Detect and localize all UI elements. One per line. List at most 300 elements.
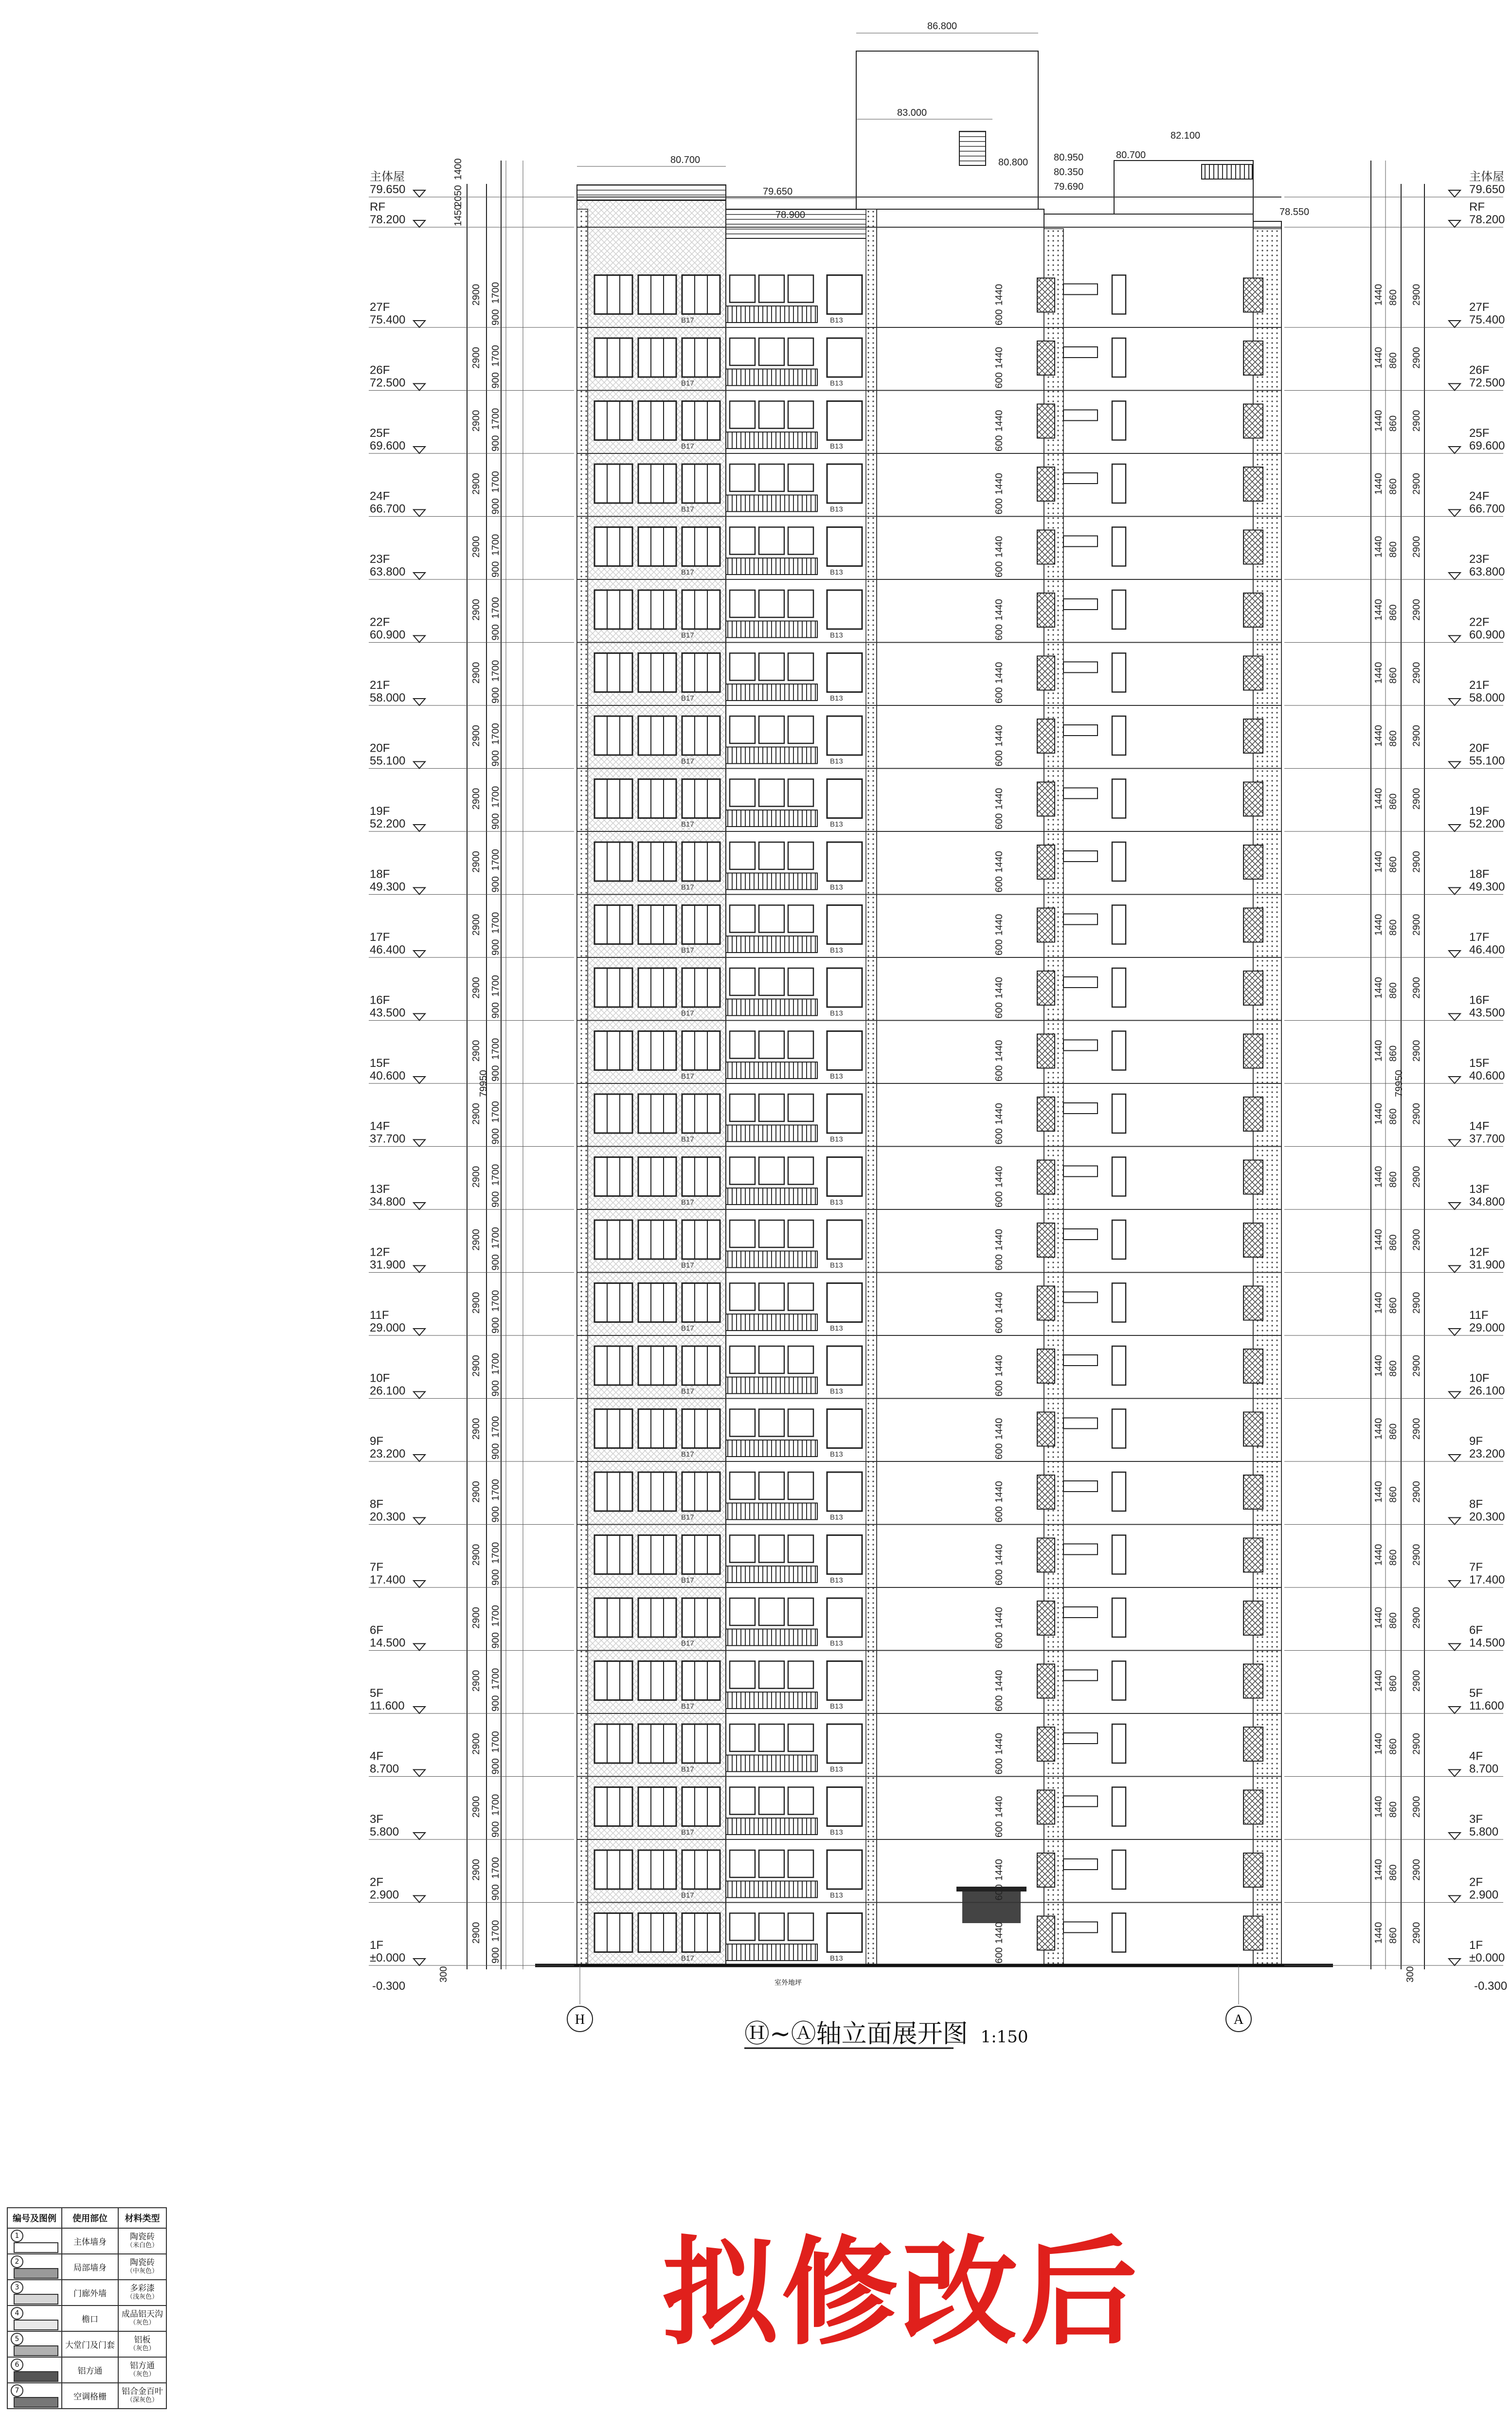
ac-grille bbox=[1037, 1160, 1055, 1194]
level-name-right: 11F bbox=[1469, 1309, 1489, 1322]
legend-material: 多彩漆 （浅灰色） bbox=[118, 2280, 166, 2306]
dim-floor-left: 2900 bbox=[471, 1040, 482, 1062]
ac-grille bbox=[1243, 341, 1263, 375]
level-elev-left: 29.000 bbox=[370, 1321, 406, 1334]
dim-sill: 900 bbox=[490, 435, 501, 451]
ac-grille bbox=[1243, 1160, 1263, 1194]
dim-right-b-mid: 600 bbox=[994, 1632, 1005, 1649]
dim-right-a: 1440 bbox=[1373, 1040, 1384, 1062]
ac-grille bbox=[1243, 1601, 1263, 1635]
level-elev-right: 5.800 bbox=[1469, 1825, 1499, 1838]
dim-right-c: 860 bbox=[1388, 1801, 1399, 1818]
window bbox=[682, 779, 720, 818]
ac-grille bbox=[1037, 341, 1055, 375]
window-tag: B17 bbox=[681, 1198, 694, 1207]
window bbox=[594, 716, 632, 755]
ac-grille bbox=[1037, 782, 1055, 816]
dim-window: 1700 bbox=[490, 534, 501, 556]
ac-grille bbox=[1037, 1349, 1055, 1383]
window bbox=[594, 1850, 632, 1889]
balcony-door bbox=[788, 1535, 813, 1563]
balcony-railing bbox=[726, 873, 817, 890]
dim-right-c: 860 bbox=[1388, 1486, 1399, 1503]
window-tag: B13 bbox=[830, 883, 843, 892]
legend-row bbox=[7, 2383, 166, 2409]
window bbox=[594, 968, 632, 1007]
dim-right-a-mid: 1440 bbox=[994, 1166, 1005, 1188]
dim-floor-left: 2900 bbox=[471, 284, 482, 306]
balcony-door bbox=[788, 1724, 813, 1751]
level-name-left: 13F bbox=[370, 1183, 390, 1196]
ac-grille bbox=[1037, 467, 1055, 501]
legend-material: 铝方通 （灰色） bbox=[118, 2357, 166, 2383]
drawing-title bbox=[744, 2013, 1028, 2050]
balcony-door bbox=[759, 1535, 784, 1563]
ac-grille bbox=[1037, 1664, 1055, 1698]
drawing-title-text: Ⓗ~Ⓐ轴立面展开图 bbox=[744, 2019, 968, 2049]
dim-right-a-mid: 1440 bbox=[994, 1229, 1005, 1251]
window bbox=[594, 842, 632, 881]
dim-right-c: 860 bbox=[1388, 1171, 1399, 1188]
level-elev-left: 49.300 bbox=[370, 880, 406, 894]
window bbox=[682, 653, 720, 692]
level-name-left: 主体屋 bbox=[370, 170, 405, 183]
ac-grille bbox=[1037, 1538, 1055, 1572]
narrow-window bbox=[1112, 1157, 1126, 1196]
dim-window: 1700 bbox=[490, 1164, 501, 1186]
ac-grille bbox=[1037, 1853, 1055, 1887]
total-height-left: 79950 bbox=[478, 1070, 489, 1097]
dim-right-a: 1440 bbox=[1373, 1355, 1384, 1377]
window-tag: B13 bbox=[830, 442, 843, 450]
window-tag: B13 bbox=[830, 1009, 843, 1018]
level-name-right: 13F bbox=[1469, 1183, 1490, 1196]
level-name-left: 5F bbox=[370, 1687, 384, 1700]
balcony-door bbox=[730, 275, 755, 303]
balcony-door bbox=[730, 968, 755, 995]
level-elev-right: 79.650 bbox=[1469, 183, 1505, 196]
window-tag: B17 bbox=[681, 946, 694, 955]
window bbox=[638, 1850, 676, 1889]
dim-floor-left: 2900 bbox=[471, 1796, 482, 1818]
balcony-door bbox=[759, 716, 784, 743]
dim-floor-right: 2900 bbox=[1411, 1040, 1422, 1062]
level-name-left: 6F bbox=[370, 1623, 384, 1637]
window bbox=[594, 401, 632, 440]
level-elev-right: 58.000 bbox=[1469, 691, 1505, 704]
balcony-door bbox=[730, 842, 755, 869]
balcony-door bbox=[788, 464, 813, 491]
balcony-door bbox=[759, 1283, 784, 1311]
window-tag: B17 bbox=[681, 1954, 694, 1963]
ac-grille bbox=[1037, 593, 1055, 627]
balcony-door bbox=[759, 905, 784, 933]
level-name-left: 23F bbox=[370, 553, 390, 566]
window bbox=[638, 1157, 676, 1196]
window-tag: B17 bbox=[681, 1387, 694, 1396]
window bbox=[827, 401, 862, 440]
level-name-left: 17F bbox=[370, 931, 390, 944]
level-elev-right: 20.300 bbox=[1469, 1510, 1505, 1524]
level-elev-left: 63.800 bbox=[370, 565, 406, 578]
dim-floor-left: 2900 bbox=[471, 1859, 482, 1881]
narrow-window bbox=[1112, 275, 1126, 314]
window bbox=[594, 1157, 632, 1196]
legend-header-part: 使用部位 bbox=[62, 2208, 118, 2228]
window bbox=[638, 527, 676, 566]
dim-right-b-mid: 600 bbox=[994, 498, 1005, 515]
window-tag: B17 bbox=[681, 1765, 694, 1774]
balcony-door bbox=[788, 968, 813, 995]
window-tag: B13 bbox=[830, 1198, 843, 1207]
window-tag: B17 bbox=[681, 316, 694, 324]
balcony-door bbox=[730, 716, 755, 743]
balcony-railing bbox=[726, 495, 817, 512]
ac-grille bbox=[1243, 1664, 1263, 1698]
balcony-door bbox=[788, 1157, 813, 1185]
narrow-window bbox=[1112, 1598, 1126, 1637]
level-elev-right: 55.100 bbox=[1469, 754, 1505, 768]
window bbox=[594, 653, 632, 692]
ac-grille bbox=[1243, 1286, 1263, 1320]
ac-grille bbox=[1037, 1790, 1055, 1824]
window bbox=[682, 1094, 720, 1133]
base-dim-left: 300 bbox=[438, 1966, 449, 1982]
level-name-left: 9F bbox=[370, 1435, 384, 1448]
narrow-window bbox=[1112, 1283, 1126, 1322]
window bbox=[594, 1661, 632, 1700]
window-tag: B17 bbox=[681, 1891, 694, 1900]
legend-part: 局部墙身 bbox=[62, 2254, 118, 2280]
dim-right-a-mid: 1440 bbox=[994, 1355, 1005, 1377]
legend-swatch bbox=[14, 2294, 58, 2305]
legend-header-no: 编号及图例 bbox=[7, 2208, 62, 2228]
balcony-door bbox=[730, 527, 755, 555]
balcony-door bbox=[730, 464, 755, 491]
dim-sill: 900 bbox=[490, 1695, 501, 1711]
ac-grille bbox=[1243, 1097, 1263, 1131]
dim-right-a-mid: 1440 bbox=[994, 347, 1005, 369]
ac-unit bbox=[1063, 473, 1098, 484]
ac-unit bbox=[1063, 1922, 1098, 1933]
narrow-window bbox=[1112, 1031, 1126, 1070]
dim-right-b-mid: 600 bbox=[994, 1821, 1005, 1838]
window-tag: B13 bbox=[830, 568, 843, 576]
ac-grille bbox=[1037, 845, 1055, 879]
dim-right-c: 860 bbox=[1388, 1297, 1399, 1314]
dim-right-b-mid: 600 bbox=[994, 1317, 1005, 1333]
level-elev-right: 49.300 bbox=[1469, 880, 1505, 894]
level-elev-right: 78.200 bbox=[1469, 213, 1505, 226]
level-elev-left: 5.800 bbox=[370, 1825, 399, 1838]
window bbox=[682, 1346, 720, 1385]
balcony-railing bbox=[726, 999, 817, 1016]
legend-row bbox=[7, 2254, 166, 2280]
level-name-right: 26F bbox=[1469, 363, 1490, 377]
ac-grille bbox=[1243, 1538, 1263, 1572]
dim-floor-right: 2900 bbox=[1411, 662, 1422, 684]
dim-floor-right: 2900 bbox=[1411, 1103, 1422, 1125]
balcony-door bbox=[788, 1409, 813, 1437]
ac-unit bbox=[1063, 1670, 1098, 1681]
dim-right-a-mid: 1440 bbox=[994, 1103, 1005, 1125]
legend-swatch-cell bbox=[7, 2254, 62, 2280]
balcony-railing bbox=[726, 1062, 817, 1079]
legend-part: 主体墙身 bbox=[62, 2228, 118, 2254]
legend-part: 门廊外墙 bbox=[62, 2280, 118, 2306]
window-tag: B17 bbox=[681, 442, 694, 450]
ac-grille bbox=[1243, 1223, 1263, 1257]
dim-floor-left: 2900 bbox=[471, 536, 482, 558]
dim-right-c: 860 bbox=[1388, 1738, 1399, 1755]
window-tag: B13 bbox=[830, 1765, 843, 1774]
dim-right-a: 1440 bbox=[1373, 284, 1384, 306]
window bbox=[682, 1220, 720, 1259]
window bbox=[594, 1283, 632, 1322]
roof-r4-elev: 79.690 bbox=[1054, 181, 1084, 192]
window-tag: B13 bbox=[830, 1576, 843, 1585]
window bbox=[682, 1661, 720, 1700]
balcony-door bbox=[730, 1913, 755, 1941]
balcony-railing bbox=[726, 1818, 817, 1835]
window bbox=[594, 1472, 632, 1511]
dim-window: 1700 bbox=[490, 471, 501, 493]
balcony-door bbox=[788, 1472, 813, 1499]
balcony-door bbox=[759, 1913, 784, 1941]
ac-grille bbox=[1037, 1727, 1055, 1761]
legend-row bbox=[7, 2331, 166, 2357]
dim-right-a: 1440 bbox=[1373, 1481, 1384, 1503]
window bbox=[682, 1724, 720, 1763]
dim-floor-left: 2900 bbox=[471, 1544, 482, 1566]
level-name-right: 10F bbox=[1469, 1371, 1490, 1385]
dim-right-a: 1440 bbox=[1373, 1607, 1384, 1629]
dim-right-a: 1440 bbox=[1373, 347, 1384, 369]
dim-window: 1700 bbox=[490, 1542, 501, 1564]
balcony-door bbox=[730, 653, 755, 681]
axis-label-left: H bbox=[575, 2012, 585, 2027]
window-tag: B13 bbox=[830, 694, 843, 703]
balcony-door bbox=[788, 590, 813, 617]
balcony-door bbox=[730, 1535, 755, 1563]
level-elev-left: 2.900 bbox=[370, 1888, 399, 1902]
dim-right-a: 1440 bbox=[1373, 1670, 1384, 1692]
balcony-door bbox=[788, 653, 813, 681]
dim-floor-right: 2900 bbox=[1411, 1670, 1422, 1692]
window bbox=[638, 1724, 676, 1763]
dim-right-b-mid: 600 bbox=[994, 1380, 1005, 1397]
level-name-left: 14F bbox=[370, 1119, 390, 1133]
dim-right-a: 1440 bbox=[1373, 1418, 1384, 1440]
dim-right-b-mid: 600 bbox=[994, 687, 1005, 703]
window bbox=[682, 842, 720, 881]
narrow-window bbox=[1112, 1661, 1126, 1700]
window bbox=[682, 275, 720, 314]
total-height-right: 79950 bbox=[1394, 1070, 1404, 1097]
window-tag: B17 bbox=[681, 379, 694, 388]
window bbox=[638, 275, 676, 314]
window bbox=[682, 527, 720, 566]
level-elev-right: 2.900 bbox=[1469, 1888, 1499, 1902]
balcony-railing bbox=[726, 1503, 817, 1520]
dim-right-a: 1440 bbox=[1373, 662, 1384, 684]
window bbox=[827, 779, 862, 818]
window-tag: B13 bbox=[830, 1828, 843, 1837]
level-elev-right: 63.800 bbox=[1469, 565, 1505, 578]
dim-window: 1700 bbox=[490, 1857, 501, 1879]
level-name-right: 20F bbox=[1469, 741, 1490, 755]
window bbox=[638, 338, 676, 377]
dim-window: 1700 bbox=[490, 1794, 501, 1816]
level-elev-right: 66.700 bbox=[1469, 502, 1505, 516]
dim-window: 1700 bbox=[490, 282, 501, 304]
level-name-right: 17F bbox=[1469, 931, 1490, 944]
dim-floor-left: 2900 bbox=[471, 725, 482, 747]
window bbox=[682, 1283, 720, 1322]
dim-window: 1700 bbox=[490, 786, 501, 808]
dim-right-b-mid: 600 bbox=[994, 1065, 1005, 1081]
window bbox=[827, 716, 862, 755]
window bbox=[638, 968, 676, 1007]
ac-grille bbox=[1243, 1349, 1263, 1383]
ac-unit bbox=[1063, 851, 1098, 862]
balcony-door bbox=[788, 1850, 813, 1877]
window-tag: B17 bbox=[681, 1639, 694, 1648]
window-tag: B17 bbox=[681, 1009, 694, 1018]
ac-unit bbox=[1063, 1481, 1098, 1492]
window-tag: B13 bbox=[830, 1513, 843, 1522]
level-elev-left: 78.200 bbox=[370, 213, 406, 226]
balcony-railing bbox=[726, 1755, 817, 1772]
balcony-door bbox=[759, 1031, 784, 1059]
window bbox=[827, 1787, 862, 1826]
ac-grille bbox=[1243, 1412, 1263, 1446]
dim-right-b-mid: 600 bbox=[994, 1695, 1005, 1711]
narrow-window bbox=[1112, 1724, 1126, 1763]
balcony-door bbox=[730, 401, 755, 429]
legend-material: 成品铝天沟 （灰色） bbox=[118, 2306, 166, 2331]
legend-swatch-cell bbox=[7, 2280, 62, 2306]
level-name-left: 15F bbox=[370, 1057, 390, 1070]
dim-window: 1700 bbox=[490, 975, 501, 997]
balcony-door bbox=[759, 842, 784, 869]
legend-swatch bbox=[14, 2371, 58, 2382]
balcony-door bbox=[788, 1220, 813, 1247]
dim-right-a: 1440 bbox=[1373, 410, 1384, 432]
ac-unit bbox=[1063, 1796, 1098, 1807]
window bbox=[827, 842, 862, 881]
window bbox=[682, 590, 720, 629]
dim-right-a-mid: 1440 bbox=[994, 1292, 1005, 1314]
roof-r7-elev: 78.550 bbox=[1279, 207, 1310, 217]
dim-right-b-mid: 600 bbox=[994, 1128, 1005, 1145]
dim-right-a-mid: 1440 bbox=[994, 1796, 1005, 1818]
legend-swatch-cell bbox=[7, 2331, 62, 2357]
level-elev-left: 11.600 bbox=[370, 1699, 405, 1712]
narrow-window bbox=[1112, 968, 1126, 1007]
roof-r5-elev: 80.700 bbox=[1116, 150, 1146, 161]
balcony-door bbox=[759, 1598, 784, 1625]
window-tag: B17 bbox=[681, 1261, 694, 1270]
legend-row bbox=[7, 2306, 166, 2331]
ac-grille bbox=[1037, 1223, 1055, 1257]
roof-mid2-elev: 78.900 bbox=[775, 210, 806, 220]
balcony-door bbox=[788, 905, 813, 933]
level-elev-left: ±0.000 bbox=[370, 1951, 406, 1964]
dim-sill: 900 bbox=[490, 498, 501, 515]
ac-grille bbox=[1037, 530, 1055, 564]
dim-right-a: 1440 bbox=[1373, 788, 1384, 810]
level-name-right: 25F bbox=[1469, 427, 1490, 440]
level-name-right: 2F bbox=[1469, 1875, 1483, 1889]
window bbox=[682, 464, 720, 503]
dim-sill: 900 bbox=[490, 1254, 501, 1271]
level-name-right: 主体屋 bbox=[1469, 170, 1504, 183]
legend-swatch-cell bbox=[7, 2306, 62, 2331]
window-tag: B13 bbox=[830, 1324, 843, 1333]
balcony-railing bbox=[726, 369, 817, 386]
level-elev-left: 75.400 bbox=[370, 313, 406, 326]
balcony-railing bbox=[726, 747, 817, 764]
ac-unit bbox=[1063, 1607, 1098, 1618]
window bbox=[827, 968, 862, 1007]
roof-r6-elev: 82.100 bbox=[1170, 130, 1201, 141]
window-tag: B13 bbox=[830, 1639, 843, 1648]
window bbox=[827, 1913, 862, 1952]
window-tag: B13 bbox=[830, 316, 843, 324]
roof-dim-b: 2050 bbox=[453, 185, 464, 207]
drawing-scale: 1:150 bbox=[980, 2027, 1028, 2047]
balcony-door bbox=[788, 1598, 813, 1625]
dim-floor-right: 2900 bbox=[1411, 410, 1422, 432]
dim-window: 1700 bbox=[490, 1668, 501, 1690]
window bbox=[682, 968, 720, 1007]
window bbox=[638, 905, 676, 944]
dim-right-b-mid: 600 bbox=[994, 876, 1005, 893]
balcony-door bbox=[788, 527, 813, 555]
dim-floor-left: 2900 bbox=[471, 473, 482, 495]
level-elev-left: 66.700 bbox=[370, 502, 406, 516]
level-elev-left: 26.100 bbox=[370, 1384, 406, 1398]
legend-number: 2 bbox=[11, 2255, 23, 2268]
dim-sill: 900 bbox=[490, 813, 501, 829]
balcony-railing bbox=[726, 1314, 817, 1331]
dim-sill: 900 bbox=[490, 309, 501, 325]
window bbox=[827, 338, 862, 377]
level-name-right: 5F bbox=[1469, 1687, 1483, 1700]
dim-sill: 900 bbox=[490, 1884, 501, 1901]
dim-floor-right: 2900 bbox=[1411, 1733, 1422, 1755]
window bbox=[638, 1346, 676, 1385]
window bbox=[638, 1913, 676, 1952]
balcony-railing bbox=[726, 1377, 817, 1394]
level-name-right: 3F bbox=[1469, 1813, 1483, 1826]
narrow-window bbox=[1112, 1094, 1126, 1133]
dim-right-c: 860 bbox=[1388, 1234, 1399, 1251]
balcony-door bbox=[788, 1031, 813, 1059]
level-elev-left: 17.400 bbox=[370, 1573, 406, 1586]
ac-grille bbox=[1243, 845, 1263, 879]
window bbox=[594, 1598, 632, 1637]
narrow-window bbox=[1112, 1787, 1126, 1826]
window-tag: B13 bbox=[830, 379, 843, 388]
dim-right-a: 1440 bbox=[1373, 1166, 1384, 1188]
dim-floor-left: 2900 bbox=[471, 1166, 482, 1188]
dim-right-c: 860 bbox=[1388, 856, 1399, 873]
window-tag: B13 bbox=[830, 631, 843, 640]
dim-right-b-mid: 600 bbox=[994, 435, 1005, 451]
dim-right-b-mid: 600 bbox=[994, 1947, 1005, 1964]
